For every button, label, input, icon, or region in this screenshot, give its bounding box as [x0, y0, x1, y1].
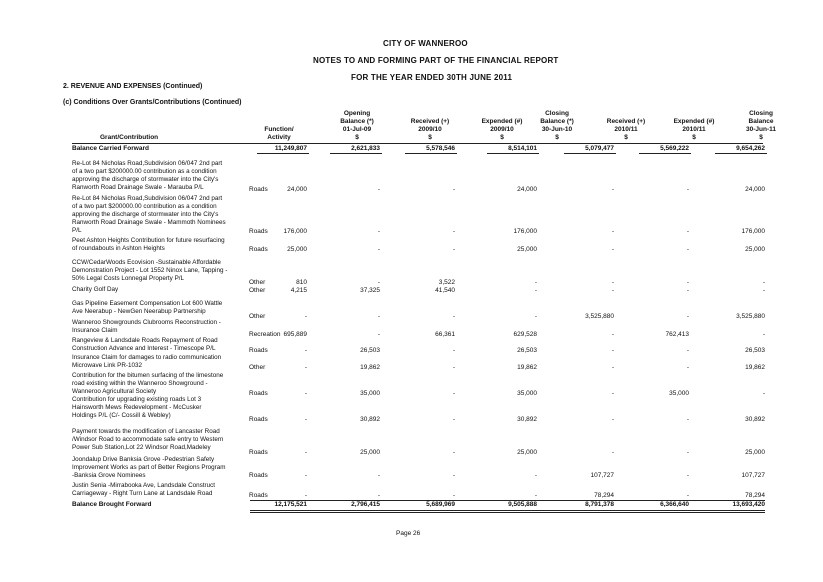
row11-value-0: -	[304, 449, 307, 456]
carried-value-4: 5,079,477	[585, 145, 614, 152]
row1-value-0: 176,000	[283, 228, 307, 235]
row-function: Roads	[249, 492, 268, 499]
report-period: FOR THE YEAR ENDED 30TH JUNE 2011	[351, 73, 513, 82]
row9-value-5: 35,000	[669, 390, 689, 397]
row10-value-5: -	[686, 416, 689, 423]
row8-value-1: 19,862	[360, 364, 380, 371]
row-description: Contribution for upgrading existing roads Lot 3 Hainsworth Mews Redevelopment - McCusker Holdings P/L (C/- Cossill & Webley)	[72, 396, 202, 419]
row5-value-6: 3,525,880	[736, 313, 765, 320]
row-description: Charity Golf Day	[72, 286, 119, 293]
row1-value-1: -	[377, 228, 380, 235]
row12-value-0: -	[304, 472, 307, 479]
row-function: Roads	[249, 228, 268, 235]
row-description: Justin Senia -Mirrabooka Ave, Landsdale Construct Carriageway - Right Turn Lane at Landsdale Road	[72, 482, 216, 497]
row13-value-4: 78,294	[594, 492, 614, 499]
row1-value-6: 176,000	[741, 228, 765, 235]
row4-value-2: 41,540	[435, 287, 455, 294]
row-description: CCW/CedarWoods Ecovision -Sustainable Affordable Demonstration Project - Lot 1552 Ninox Lane, Tapping - 50% Legal Costs Lonnegal Property P/L	[72, 259, 228, 282]
row13-value-2: -	[452, 492, 455, 499]
row10-value-6: 30,892	[745, 416, 765, 423]
row13-value-6: 78,294	[745, 492, 765, 499]
row13-value-3: -	[534, 492, 537, 499]
row-function: Other	[249, 279, 266, 286]
row3-value-2: 3,522	[438, 279, 455, 286]
row1-value-2: -	[452, 228, 455, 235]
row2-value-4: -	[611, 246, 614, 253]
row-description: Contribution for the bitumen surfacing of the limestone road existing within the Wanneroo Showground - Wanneroo Agricultural Society	[72, 372, 224, 395]
row13-value-5: -	[686, 492, 689, 499]
brought-value-0: 12,175,521	[274, 501, 307, 508]
row-function: Recreation	[249, 331, 281, 338]
row5-value-0: -	[304, 313, 307, 320]
row9-value-1: 35,000	[360, 390, 380, 397]
carried-value-3: 8,514,101	[508, 145, 537, 152]
carried-underline	[715, 153, 767, 154]
row0-value-2: -	[452, 186, 455, 193]
row10-value-4: -	[611, 416, 614, 423]
row10-value-2: -	[452, 416, 455, 423]
row9-value-6: -	[762, 390, 765, 397]
row5-value-5: -	[686, 313, 689, 320]
row11-value-1: 25,000	[360, 449, 380, 456]
row2-value-6: 25,000	[745, 246, 765, 253]
carried-value-2: 5,578,546	[426, 145, 455, 152]
row13-value-0: -	[304, 492, 307, 499]
row3-value-1: -	[377, 279, 380, 286]
row11-value-3: 25,000	[517, 449, 537, 456]
row6-value-4: -	[611, 331, 614, 338]
row2-value-3: 25,000	[517, 246, 537, 253]
row9-value-2: -	[452, 390, 455, 397]
row8-value-4: -	[611, 364, 614, 371]
row7-value-5: -	[686, 347, 689, 354]
row11-value-4: -	[611, 449, 614, 456]
carried-underline	[257, 153, 309, 154]
row9-value-4: -	[611, 390, 614, 397]
row-function: Other	[249, 364, 266, 371]
row8-value-2: -	[452, 364, 455, 371]
row10-value-0: -	[304, 416, 307, 423]
row3-value-3: -	[534, 279, 537, 286]
brought-value-5: 6,366,640	[660, 501, 689, 508]
row1-value-5: -	[686, 228, 689, 235]
row4-value-4: -	[611, 287, 614, 294]
column-header-closing10: Closing Balance (*) 30-Jun-10 $	[540, 110, 574, 141]
brought-value-2: 5,689,969	[426, 501, 455, 508]
row-description: Insurance Claim for damages to radio communication Microwave Link PR-1032	[72, 354, 222, 369]
row-function: Roads	[249, 246, 268, 253]
row2-value-2: -	[452, 246, 455, 253]
row2-value-1: -	[377, 246, 380, 253]
row7-value-1: 26,503	[360, 347, 380, 354]
row-description: Wanneroo Showgrounds Clubrooms Reconstruction - Insurance Claim	[72, 319, 221, 334]
row0-value-3: 24,000	[517, 186, 537, 193]
row10-value-1: 30,892	[360, 416, 380, 423]
carried-underline	[330, 153, 382, 154]
row0-value-4: -	[611, 186, 614, 193]
column-header-closing11: Closing Balance 30-Jun-11 $	[746, 110, 776, 141]
row-description: Peet Ashton Heights Contribution for future resurfacing of roundabouts in Ashton Heights	[72, 237, 225, 252]
row6-value-3: 629,528	[513, 331, 537, 338]
column-header-expended1011: Expended (#) 2010/11 $	[673, 118, 715, 141]
row12-value-4: 107,727	[590, 472, 614, 479]
row-function: Other	[249, 287, 266, 294]
row6-value-0: 695,889	[283, 331, 307, 338]
column-header-opening: Opening Balance (*) 01-Jul-09 $	[340, 110, 374, 141]
row2-value-5: -	[686, 246, 689, 253]
carried-underline	[564, 153, 616, 154]
row-description: Re-Lot 84 Nicholas Road,Subdivision 06/047 2nd part of a two part $200000.00 contribution as a condition approving the discharge of stormwater into the City's Ranworth Road Drainage Swale - Marauba P/L	[72, 160, 223, 191]
section-heading: 2. REVENUE AND EXPENSES (Continued)	[63, 83, 203, 90]
row7-value-3: 26,503	[517, 347, 537, 354]
row8-value-6: 19,862	[745, 364, 765, 371]
row-description: Joondalup Drive Banksia Grove -Pedestrian Safety Improvement Works as part of Better Regions Program -Banksia Grove Nominees	[72, 456, 226, 479]
row3-value-4: -	[611, 279, 614, 286]
row-function: Other	[249, 313, 266, 320]
row12-value-3: -	[534, 472, 537, 479]
column-header-grant: Grant/Contribution	[100, 134, 159, 141]
subsection-heading: (c) Conditions Over Grants/Contributions (Continued)	[63, 99, 242, 106]
row5-value-2: -	[452, 313, 455, 320]
row-description: Gas Pipeline Easement Compensation Lot 600 Wattle Ave Neerabup - NewGen Neerabup Partnership	[72, 300, 223, 315]
row12-value-5: -	[686, 472, 689, 479]
page-number: Page 26	[396, 530, 421, 537]
row-description: Payment towards the modification of Lancaster Road /Windsor Road to accommodate safe entry to Western Power Sub Station,Lot 22 Windsor Road,Madeley	[72, 428, 224, 451]
carried-underline	[639, 153, 691, 154]
row12-value-6: 107,727	[741, 472, 765, 479]
carried-value-5: 5,569,222	[660, 145, 689, 152]
balance-carried-forward-label: Balance Carried Forward	[72, 145, 149, 152]
column-header-received1011: Received (+) 2010/11 $	[606, 118, 646, 141]
row5-value-4: 3,525,880	[585, 313, 614, 320]
brought-value-4: 8,791,378	[585, 501, 614, 508]
row-description: Re-Lot 84 Nicholas Road,Subdivision 06/047 2nd part of a two part $200000.00 contribution as a condition approving the discharge of stormwater into the City's Ranworth Road Drainage Swale - Mammoth Nominees P/L	[72, 195, 226, 234]
row11-value-5: -	[686, 449, 689, 456]
row6-value-5: 762,413	[665, 331, 689, 338]
row7-value-2: -	[452, 347, 455, 354]
row7-value-0: -	[304, 347, 307, 354]
row11-value-2: -	[452, 449, 455, 456]
row3-value-6: -	[762, 279, 765, 286]
row0-value-0: 24,000	[287, 186, 307, 193]
row7-value-4: -	[611, 347, 614, 354]
row12-value-1: -	[377, 472, 380, 479]
carried-value-1: 2,621,833	[351, 145, 380, 152]
report-title: NOTES TO AND FORMING PART OF THE FINANCIAL REPORT	[313, 56, 559, 65]
row4-value-0: 4,215	[290, 287, 307, 294]
row4-value-5: -	[686, 287, 689, 294]
column-header-function: Function/ Activity	[264, 126, 294, 141]
brought-value-1: 2,796,415	[351, 501, 380, 508]
row-function: Roads	[249, 472, 268, 479]
row0-value-1: -	[377, 186, 380, 193]
row8-value-0: -	[304, 364, 307, 371]
row-function: Roads	[249, 449, 268, 456]
row4-value-3: -	[534, 287, 537, 294]
row1-value-3: 176,000	[513, 228, 537, 235]
column-header-received0910: Received (+) 2009/10 $	[410, 118, 450, 141]
row5-value-3: -	[534, 313, 537, 320]
row13-value-1: -	[377, 492, 380, 499]
row0-value-6: 24,000	[745, 186, 765, 193]
carried-underline	[405, 153, 457, 154]
total-rule-bottom	[250, 510, 765, 513]
row3-value-5: -	[686, 279, 689, 286]
row10-value-3: 30,892	[517, 416, 537, 423]
row5-value-1: -	[377, 313, 380, 320]
row12-value-2: -	[452, 472, 455, 479]
row8-value-3: 19,862	[517, 364, 537, 371]
row-function: Roads	[249, 390, 268, 397]
row9-value-3: 35,000	[517, 390, 537, 397]
row3-value-0: 810	[296, 279, 307, 286]
row4-value-6: -	[762, 287, 765, 294]
carried-underline	[487, 153, 539, 154]
row9-value-0: -	[304, 390, 307, 397]
row0-value-5: -	[686, 186, 689, 193]
row8-value-5: -	[686, 364, 689, 371]
row-function: Roads	[249, 347, 268, 354]
row2-value-0: 25,000	[287, 246, 307, 253]
carried-value-0: 11,249,807	[274, 145, 307, 152]
row4-value-1: 37,325	[360, 287, 380, 294]
row6-value-2: 66,361	[435, 331, 455, 338]
column-header-expended0910: Expended (#) 2009/10 $	[481, 118, 523, 141]
row6-value-6: -	[762, 331, 765, 338]
balance-brought-forward-label: Balance Brought Forward	[72, 501, 152, 508]
carried-value-6: 9,654,262	[736, 145, 765, 152]
row-function: Roads	[249, 186, 268, 193]
row-description: Rangeview & Landsdale Roads Repayment of Road Construction Advance and Interest - Timescope P/L	[72, 337, 218, 352]
row1-value-4: -	[611, 228, 614, 235]
row11-value-6: 25,000	[745, 449, 765, 456]
org-title: CITY OF WANNEROO	[383, 39, 468, 48]
header-rule	[72, 143, 763, 144]
brought-value-6: 13,693,420	[732, 501, 765, 508]
brought-value-3: 9,505,888	[508, 501, 537, 508]
row7-value-6: 26,503	[745, 347, 765, 354]
row6-value-1: -	[377, 331, 380, 338]
row-function: Roads	[249, 416, 268, 423]
